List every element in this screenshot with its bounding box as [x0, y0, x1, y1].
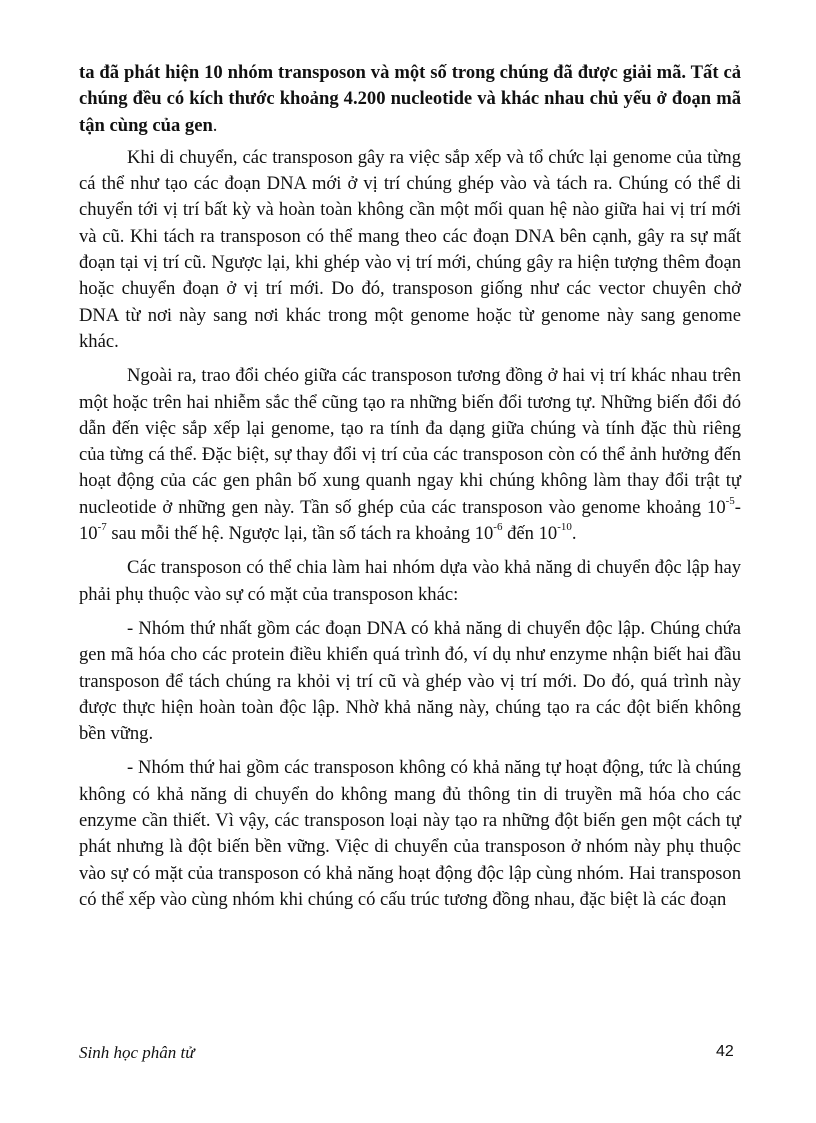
paragraph-5: - Nhóm thứ hai gồm các transposon không có khả năng tự hoạt động, tức là chúng không có khả năng di chuyển do không mang đủ thông tin di truyền mã hóa cho các enzyme cần thiết. Vì vậy, các transposon loại này tạo ra những đột biến gen một cách tự phát nhưng là đột biến bền vững. Việc di chuyển của transposon ở nhóm này phụ thuộc vào sự có mặt của transposon có khả năng hoạt động độc lập cùng nhóm. Hai transposon có thể xếp vào cùng nhóm khi chúng có cấu trúc tương đồng nhau, đặc biệt là các đoạn	[79, 757, 741, 910]
intro-bold-text: ta đã phát hiện 10 nhóm transposon và một số trong chúng đã được giải mã. Tất cả chúng đều có kích thước khoảng 4.200 nucleotide và khác nhau chủ yếu ở đoạn mã tận cùng của gen	[79, 62, 741, 136]
p2-text-5: .	[571, 523, 577, 545]
paragraph-3: Các transposon có thể chia làm hai nhóm dựa vào khả năng di chuyển độc lập hay phải phụ thuộc vào sự có mặt của transposon khác:	[79, 557, 741, 605]
paragraph-1: Khi di chuyển, các transposon gây ra việc sắp xếp và tổ chức lại genome của từng cá thể như tạo các đoạn DNA mới ở vị trí chúng ghép vào và tách ra. Chúng có thể di chuyển tới vị trí bất kỳ và hoàn toàn không cần một mối quan hệ nào giữa hai vị trí mới và cũ. Khi tách ra transposon có thể mang theo các đoạn DNA bên cạnh, gây ra sự mất đoạn tại vị trí cũ. Ngược lại, khi ghép vào vị trí mới, chúng gây ra hiện tượng thêm đoạn hoặc chuyển đoạn ở vị trí mới. Do đó, transposon giống như các vector chuyên chở DNA từ nơi này sang nơi khác trong một genome hoặc từ genome này sang genome khác.	[79, 146, 741, 352]
paragraph-4: - Nhóm thứ nhất gồm các đoạn DNA có khả năng di chuyển độc lập. Chúng chứa gen mã hóa cho các protein điều khiển quá trình đó, ví dụ như enzyme nhận biết hai đầu transposon để tách chúng ra khỏi vị trí cũ và ghép vào vị trí mới. Do đó, quá trình này được thực hiện hoàn toàn độc lập. Nhờ khả năng này, chúng tạo ra các đột biến không bền vững.	[79, 617, 741, 745]
footer-title: Sinh học phân tử	[79, 1043, 195, 1062]
paragraph-2	[79, 363, 741, 547]
intro-end: .	[212, 114, 218, 136]
page-body	[79, 60, 741, 921]
p2-text-2: -10	[79, 496, 741, 545]
p2-text-4: đến 10	[502, 523, 558, 545]
p2-text-3: sau mỗi thế hệ. Ngược lại, tần số tách ra khoảng 10	[106, 523, 494, 545]
p2-exponent-4: -10	[557, 520, 572, 533]
intro-paragraph	[79, 60, 741, 139]
p2-exponent-2: -7	[97, 520, 107, 533]
p2-exponent-1: -5	[725, 494, 735, 507]
p2-exponent-3: -6	[493, 520, 503, 533]
page-number: 42	[716, 1043, 734, 1060]
p2-text-1: Ngoài ra, trao đổi chéo giữa các transposon tương đồng ở hai vị trí khác nhau trên một hoặc trên hai nhiễm sắc thể cũng tạo ra những biến đổi tương tự. Những biến đổi đó dẫn đến việc sắp xếp lại genome, tạo ra tính đa dạng giữa chúng và tính đặc thù riêng của từng cá thể. Đặc biệt, sự thay đổi vị trí của các transposon còn có thể ảnh hưởng đến hoạt động của các gen phân bố xung quanh ngay khi chúng không làm thay đổi trật tự nucleotide ở những gen này. Tần số ghép của các transposon vào genome khoảng 10	[79, 365, 741, 518]
